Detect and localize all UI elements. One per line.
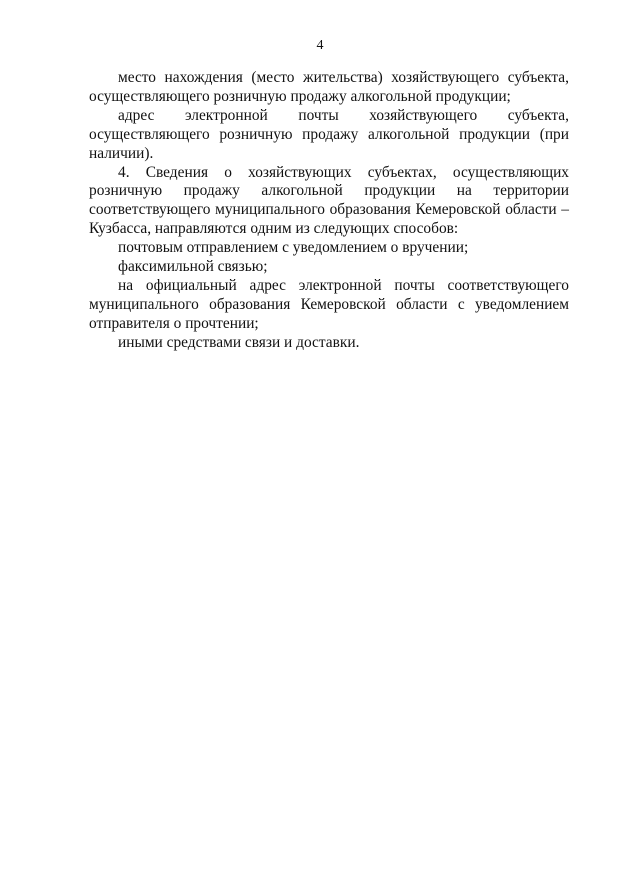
paragraph-line: наличии).: [89, 144, 154, 162]
page-number: 4: [316, 38, 324, 53]
paragraph-line: осуществляющего розничную продажу алкогольной продукции;: [89, 87, 511, 105]
list-item-postal: почтовым отправлением с уведомлением о вручении;: [118, 239, 469, 257]
paragraph-location-of-entity: [89, 69, 569, 107]
list-item-fax: факсимильной связью;: [118, 258, 268, 276]
list-item-email: на официальный адрес электронной почты соответствующего муниципального образования Кемеровской области с уведомлением отправителя о прочтении;: [89, 276, 569, 332]
paragraph-section-4: 4. Сведения о хозяйствующих субъектах, осуществляющих розничную продажу алкогольной продукции на территории соответствующего муниципального образования Кемеровской области – Кузбасса, направляются одним из следующих способов:: [89, 163, 569, 238]
paragraph-line: место нахождения (место жительства) хозяйствующего субъекта,: [118, 69, 569, 86]
document-body: [89, 69, 569, 353]
paragraph-email-address: [89, 107, 569, 164]
paragraph-line: осуществляющего розничную продажу алкогольной продукции (при: [89, 125, 569, 143]
list-item-other-means: иными средствами связи и доставки.: [118, 333, 360, 351]
paragraph-line: адрес электронной почты хозяйствующего субъекта,: [118, 106, 569, 124]
